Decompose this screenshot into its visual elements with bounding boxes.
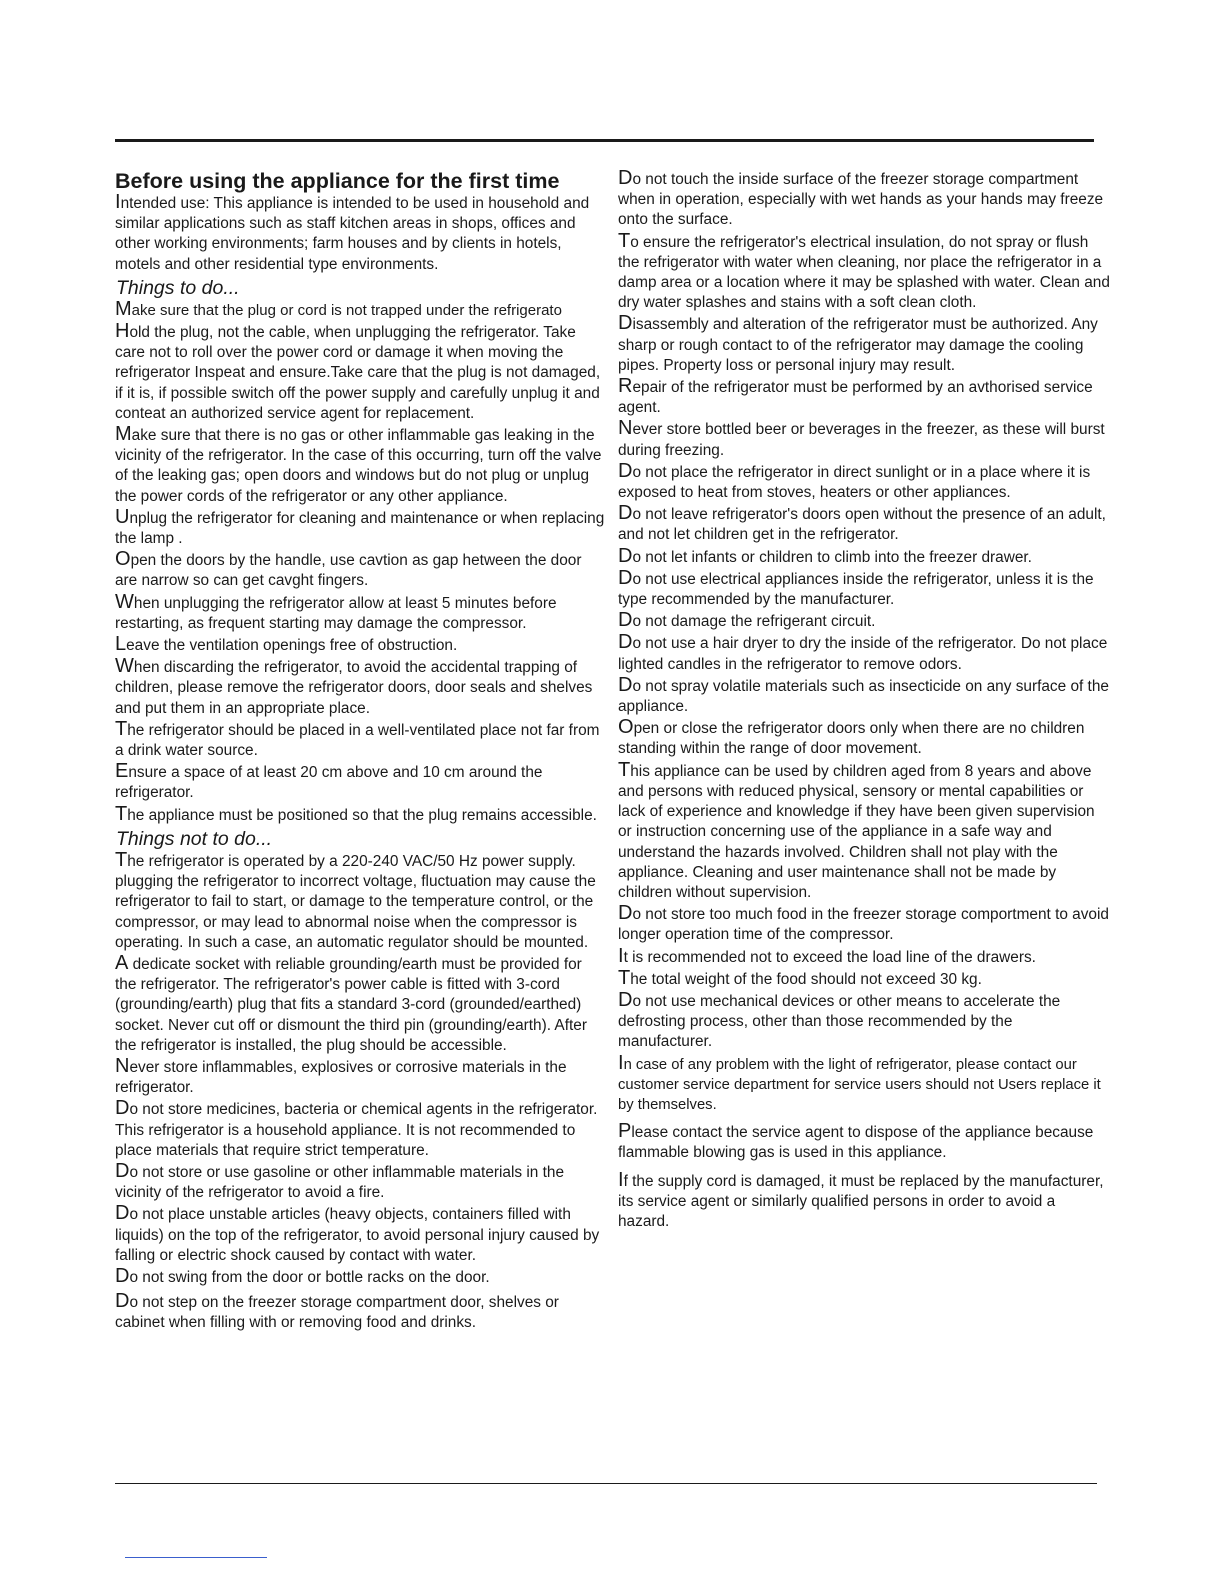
footer-rule: [115, 1483, 1097, 1484]
warning-item: Do not use a hair dryer to dry the inside of the refrigerator. Do not place lighted candles in the refrigerator to remove odors.: [618, 631, 1108, 673]
instruction-item: Unplug the refrigerator for cleaning and maintenance or when replacing the lamp .: [115, 505, 605, 548]
right-column: [618, 168, 1110, 1232]
warning-item: Do not store or use gasoline or other inflammable materials in the vicinity of the refrigerator to avoid a fire.: [115, 1159, 565, 1202]
warning-item: Do not step on the freezer storage compartment door, shelves or cabinet when filling with or removing food and drinks.: [115, 1290, 559, 1332]
warning-item: Do not place unstable articles (heavy objects, containers filled with liquids) on the top of the refrigerator, to avoid personal injury caused by falling or electric shock caused by contact with water.: [115, 1202, 600, 1264]
warning-item: Do not spray volatile materials such as insecticide on any surface of the appliance.: [618, 673, 1109, 716]
instruction-item: The appliance must be positioned so that the plug remains accessible.: [115, 802, 597, 825]
warning-item: Disassembly and alteration of the refrigerator must be authorized. Any sharp or rough contact to of the refrigerator may damage the cooling pipes. Property loss or personal injury may result.: [618, 312, 1098, 374]
warning-item: The refrigerator is operated by a 220-240 VAC/50 Hz power supply. plugging the refrigerator to incorrect voltage, fluctuation may cause the refrigerator to fail to start, or damage to the temperature control, or the compressor, or may lead to abnormal noise when the compressor is operating. In such a case, an automatic regulator should be mounted.: [115, 848, 596, 951]
warning-item: Do not leave refrigerator's doors open without the presence of an adult, and not let children get in the refrigerator.: [618, 502, 1106, 544]
intended-use-paragraph: Intended use: This appliance is intended to be used in household and similar applications such as staff kitchen areas in shops, offices and other working environments; farm houses and by clients in hotels, motels and other residential type environments.: [115, 191, 590, 273]
warning-item: This appliance can be used by children aged from 8 years and above and persons with reduced physical, sensory or mental capabilities or lack of experience and knowledge if they have been given supervision or instruction concerning use of the appliance in a safe way and understand the hazards involved. Children shall not play with the appliance. Cleaning and user maintenance shall not be made by children without supervision.: [618, 758, 1095, 901]
warning-item: Repair of the refrigerator must be performed by an avthorised service agent.: [618, 375, 1093, 417]
warning-item: Please contact the service agent to dispose of the appliance because flammable blowing gas is used in this appliance.: [618, 1120, 1094, 1162]
page-title: Before using the appliance for the first time: [115, 169, 560, 193]
instruction-item: Make sure that there is no gas or other inflammable gas leaking in the vicinity of the refrigerator. In the case of this occurring, turn off the valve of the leaking gas; open doors and windows but do not plug or unplug the power cords of the refrigerator or any other appliance.: [115, 423, 602, 505]
instruction-item: Make sure that the plug or cord is not trapped under the refrigerato: [115, 297, 562, 320]
warning-item: Open or close the refrigerator doors only when there are no children standing within the range of door movement.: [618, 716, 1085, 758]
warning-item: Do not damage the refrigerant circuit.: [618, 609, 876, 632]
warning-item: Do not swing from the door or bottle racks on the door.: [115, 1264, 490, 1287]
header-rule: [115, 139, 1094, 142]
warning-item: Do not use mechanical devices or other means to accelerate the defrosting process, other than those recommended by the manufacturer.: [618, 988, 1061, 1051]
instruction-item: Open the doors by the handle, use cavtion as gap hetween the door are narrow so can get cavght fingers.: [115, 548, 582, 590]
footer-link-underline: [125, 1557, 267, 1558]
warning-item: It is recommended not to exceed the load line of the drawers.: [618, 944, 1036, 967]
left-column: [115, 168, 607, 1334]
warning-item: Do not store too much food in the freezer storage comportment to avoid longer operation time of the compressor.: [618, 902, 1109, 944]
instruction-item: When unplugging the refrigerator allow at least 5 minutes before restarting, as frequent starting may damage the compressor.: [115, 590, 557, 632]
instruction-item: Hold the plug, not the cable, when unplugging the refrigerator. Take care not to roll over the power cord or damage it when moving the refrigerator Inspeat and ensure.Take care that the plug is not damaged, if it is, if possible switch off the power supply and carefully unplug it and conteat an authorized service agent for replacement.: [115, 320, 601, 422]
warning-item: Never store bottled beer or beverages in the freezer, as these will burst during freezing.: [618, 417, 1105, 459]
instruction-item: When discarding the refrigerator, to avoid the accidental trapping of children, please remove the refrigerator doors, door seals and shelves and put them in an appropriate place.: [115, 655, 593, 717]
warning-item: Do not touch the inside surface of the freezer storage compartment when in operation, especially with wet hands as your hands may freeze onto the surface.: [618, 167, 1104, 229]
warning-item: Do not use electrical appliances inside the refrigerator, unless it is the type recommended by the manufacturer.: [618, 566, 1094, 609]
warning-item: Do not store medicines, bacteria or chemical agents in the refrigerator. This refrigerator is a household appliance. It is not recommended to place materials that require strict temperature.: [115, 1097, 598, 1159]
things-to-do-heading: Things to do...: [116, 276, 240, 299]
instruction-item: Ensure a space of at least 20 cm above and 10 cm around the refrigerator.: [115, 760, 543, 802]
warning-item: A dedicate socket with reliable grounding/earth must be provided for the refrigerator. The refrigerator's power cable is fitted with 3-cord (grounding/earth) plug that fits a standard 3-cord (grounded/earthed) socket. Never cut off or dismount the third pin (grounding/earth). After the refrigerator is installed, the plug should be accessible.: [115, 951, 587, 1054]
instruction-item: Leave the ventilation openings free of obstruction.: [115, 633, 458, 656]
warning-item: Do not let infants or children to climb into the freezer drawer.: [618, 544, 1032, 567]
warning-item: To ensure the refrigerator's electrical insulation, do not spray or flush the refrigerator with water when cleaning, nor place the refrigerator in a damp area or a location where it may be splashed with water. Clean and dry water splashes and stains with a soft clean cloth.: [618, 229, 1110, 312]
warning-item: In case of any problem with the light of refrigerator, please contact our customer service department for service users should not Users replace it by themselves.: [618, 1051, 1101, 1113]
things-not-to-do-heading: Things not to do...: [116, 827, 273, 850]
instruction-item: The refrigerator should be placed in a well-ventilated place not far from a drink water source.: [115, 717, 600, 760]
warning-item: If the supply cord is damaged, it must be replaced by the manufacturer, its service agent or similarly qualified persons in order to avoid a hazard.: [618, 1168, 1104, 1230]
warning-item: Never store inflammables, explosives or corrosive materials in the refrigerator.: [115, 1054, 567, 1097]
warning-item: Do not place the refrigerator in direct sunlight or in a place where it is exposed to heat from stoves, heaters or other appliances.: [618, 459, 1091, 502]
warning-item: The total weight of the food should not exceed 30 kg.: [618, 966, 982, 989]
